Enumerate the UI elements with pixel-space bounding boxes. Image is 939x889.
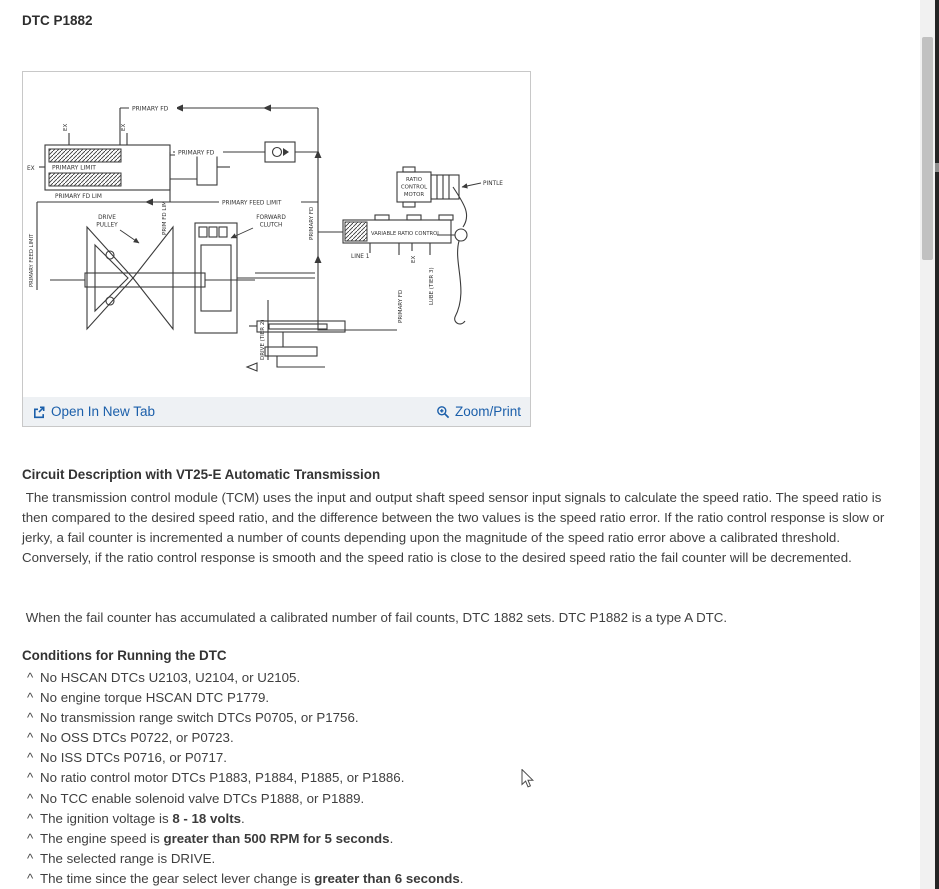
condition-text: No transmission range switch DTCs P0705, or P1756.: [40, 710, 359, 726]
zoom-print-link[interactable]: [436, 404, 521, 419]
label-ex-top-b: EX: [121, 123, 127, 131]
window-edge-strip: [935, 0, 939, 889]
condition-text: No engine torque HSCAN DTC P1779.: [40, 690, 270, 706]
condition-item: [22, 849, 898, 869]
label-forward-clutch-2: CLUTCH: [259, 222, 283, 229]
label-ratio-control-motor-2: CONTROL: [400, 184, 428, 191]
label-primary-fd-top: PRIMARY FD: [132, 105, 169, 113]
condition-bullet: ^: [27, 750, 34, 766]
condition-text: The time since the gear select lever change is greater than 6 seconds.: [40, 870, 464, 886]
condition-bullet: ^: [27, 670, 34, 685]
scrollbar-thumb[interactable]: [922, 37, 933, 260]
label-primary-fd-lower-vert: PRIMARY FD: [398, 289, 404, 323]
label-forward-clutch-1: FORWARD: [256, 215, 286, 221]
condition-bullet: ^: [27, 850, 34, 866]
open-in-new-icon: [32, 405, 46, 419]
figure-toolbar: [23, 397, 530, 426]
condition-item: [22, 728, 898, 748]
circuit-description-heading: Circuit Description with VT25-E Automatic Transmission: [22, 467, 381, 482]
label-drive-pulley-1: DRIVE: [98, 215, 116, 221]
condition-text: No HSCAN DTCs U2103, U2104, or U2105.: [40, 670, 301, 685]
condition-item: [22, 688, 898, 708]
condition-bullet: ^: [27, 810, 34, 826]
diagram-figure: [22, 71, 531, 427]
label-primary-fd-mid: PRIMARY FD: [178, 149, 215, 157]
label-prim-fd-lim-vert: PRIM FD LIM: [162, 201, 168, 235]
condition-item: [22, 869, 898, 889]
condition-text: No OSS DTCs P0722, or P0723.: [40, 730, 234, 746]
label-lube-tier3: LUBE (TIER 3): [429, 267, 435, 305]
label-primary-feed-limit: PRIMARY FEED LIMIT: [222, 200, 282, 207]
condition-bullet: ^: [27, 870, 34, 886]
condition-text: No ISS DTCs P0716, or P0717.: [40, 750, 227, 766]
label-line-1: LINE 1: [351, 254, 370, 260]
fail-counter-paragraph: When the fail counter has accumulated a calibrated number of fail counts, DTC 1882 sets. DTC P1882 is a type A DTC.: [22, 610, 728, 625]
circuit-description-paragraph: The transmission control module (TCM) uses the input and output shaft speed sensor input signals to calculate the speed ratio. The speed ratio is then compared to the desired speed ratio, and the difference between the two values is the speed ratio error. If the ratio control response is slow or jerky, a fail counter is incremented a number of counts depending upon the magnitude of the speed ratio error above a calibrated threshold. Conversely, if the ratio control response is smooth and the speed ratio is close to the desired speed ratio the fail counter will be decremented.: [22, 490, 889, 565]
label-primary-fd-lim: PRIMARY FD LIM: [55, 194, 102, 200]
conditions-heading: Conditions for Running the DTC: [22, 648, 227, 663]
label-primary-fd-right-vert: PRIMARY FD: [309, 206, 315, 240]
label-ex-left: EX: [27, 166, 35, 172]
condition-text: The ignition voltage is 8 - 18 volts.: [40, 810, 245, 826]
condition-bullet: ^: [27, 730, 34, 746]
zoom-print-label: Zoom/Print: [454, 404, 521, 419]
mouse-cursor: [521, 769, 535, 794]
condition-text: The selected range is DRIVE.: [40, 850, 216, 866]
condition-item: [22, 789, 898, 809]
open-in-new-tab-link[interactable]: [32, 404, 155, 419]
label-drive-pulley-2: PULLEY: [96, 222, 118, 229]
condition-item: [22, 768, 898, 788]
condition-item: [22, 809, 898, 829]
label-pintle: PINTLE: [483, 181, 503, 187]
condition-item: [22, 748, 898, 768]
condition-text: The engine speed is greater than 500 RPM for 5 seconds.: [40, 830, 394, 846]
label-primary-limit: PRIMARY LIMIT: [52, 164, 96, 172]
conditions-list: [22, 668, 898, 889]
open-in-new-tab-label: Open In New Tab: [51, 404, 156, 419]
zoom-in-icon: [436, 405, 450, 419]
condition-item: [22, 708, 898, 728]
label-ratio-control-motor-1: RATIO: [406, 177, 422, 183]
condition-bullet: ^: [27, 790, 34, 806]
page-title: DTC P1882: [22, 13, 93, 28]
condition-bullet: ^: [27, 710, 34, 726]
condition-item: [22, 829, 898, 849]
label-ratio-control-motor-3: MOTOR: [403, 192, 425, 198]
label-drive-tier2: DRIVE (TIER 2): [260, 319, 266, 360]
condition-bullet: ^: [27, 830, 34, 846]
label-primary-feed-limit-left-vert: PRIMARY FEED LIMIT: [29, 233, 35, 287]
condition-item: [22, 668, 898, 688]
condition-text: No ratio control motor DTCs P1883, P1884, P1885, or P1886.: [40, 770, 405, 786]
label-variable-ratio-control: VARIABLE RATIO CONTROL: [371, 231, 441, 237]
label-ex-lower-vert: EX: [411, 255, 417, 263]
condition-bullet: ^: [27, 770, 34, 786]
transmission-hydraulic-diagram: [25, 95, 515, 395]
window-edge-notch: [935, 163, 939, 172]
label-ex-top-a: EX: [63, 123, 69, 131]
condition-bullet: ^: [27, 690, 34, 706]
condition-text: No TCC enable solenoid valve DTCs P1888, or P1889.: [40, 790, 365, 806]
